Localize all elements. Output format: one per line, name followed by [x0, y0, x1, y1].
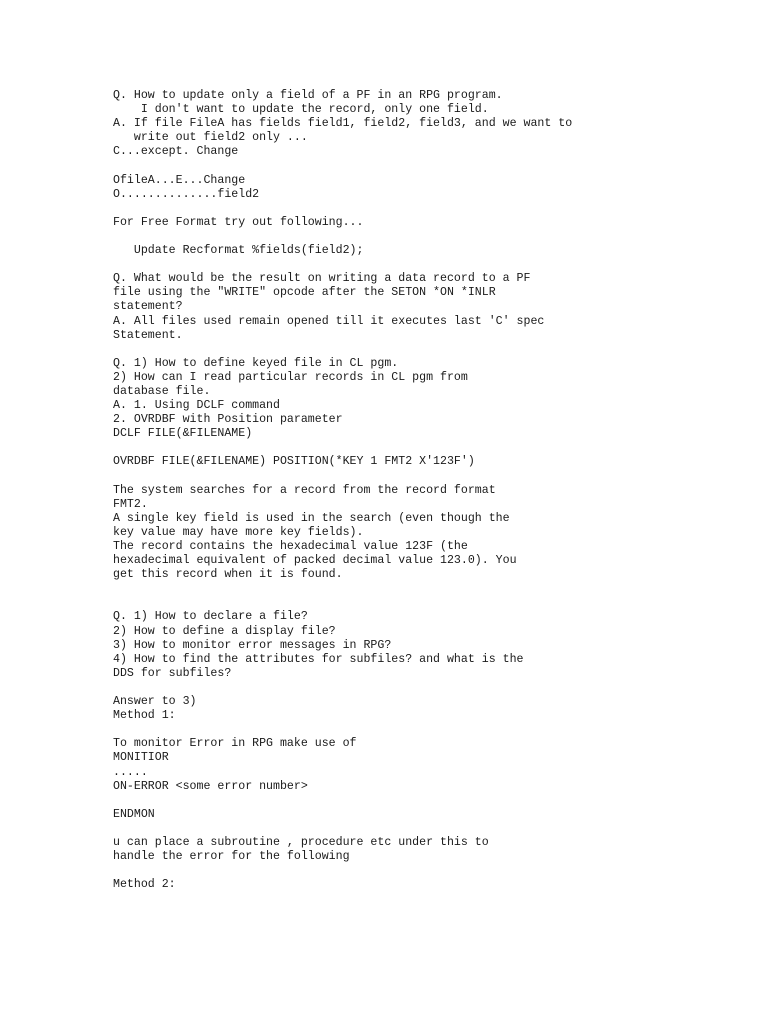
document-line — [113, 258, 753, 272]
document-line: key value may have more key fields). — [113, 525, 364, 539]
document-line: O..............field2 — [113, 187, 260, 201]
document-line: A. If file FileA has fields field1, field2, field3, and we want to — [113, 117, 573, 131]
document-line: A single key field is used in the search (even though the — [113, 511, 510, 525]
document-line: Answer to 3) — [113, 695, 197, 709]
document-line: ENDMON — [113, 807, 155, 821]
document-line — [113, 822, 753, 836]
document-body — [113, 89, 753, 892]
document-line: database file. — [113, 384, 211, 398]
document-line — [113, 202, 753, 216]
document-line — [113, 864, 753, 878]
document-line — [113, 723, 753, 737]
document-line: write out field2 only ... — [113, 131, 308, 145]
document-line: The system searches for a record from the record format — [113, 483, 496, 497]
document-line — [113, 582, 753, 596]
document-line: file using the "WRITE" opcode after the SETON *ON *INLR — [113, 286, 496, 300]
document-line: get this record when it is found. — [113, 568, 343, 582]
document-line: 2) How can I read particular records in CL pgm from — [113, 370, 468, 384]
document-line: OfileA...E...Change — [113, 173, 246, 187]
document-line — [113, 681, 753, 695]
document-line — [113, 596, 753, 610]
document-line: Method 2: — [113, 878, 176, 892]
document-line: Update Recformat %fields(field2); — [113, 244, 364, 258]
document-line: MONITIOR — [113, 751, 169, 765]
document-line: For Free Format try out following... — [113, 215, 364, 229]
document-line: A. All files used remain opened till it executes last 'C' spec — [113, 314, 545, 328]
document-line: Q. What would be the result on writing a data record to a PF — [113, 272, 531, 286]
document-line — [113, 470, 753, 484]
document-line: ..... — [113, 765, 148, 779]
document-line: 4) How to find the attributes for subfiles? and what is the — [113, 652, 524, 666]
document-line — [113, 343, 753, 357]
document-line: To monitor Error in RPG make use of — [113, 737, 357, 751]
document-line — [113, 794, 753, 808]
document-line — [113, 441, 753, 455]
document-line: DCLF FILE(&FILENAME) — [113, 427, 253, 441]
document-line: u can place a subroutine , procedure etc under this to — [113, 835, 489, 849]
document-line: DDS for subfiles? — [113, 666, 232, 680]
document-line: Statement. — [113, 328, 183, 342]
document-line: Q. 1) How to define keyed file in CL pgm. — [113, 356, 399, 370]
document-line: 3) How to monitor error messages in RPG? — [113, 638, 392, 652]
document-line — [113, 230, 753, 244]
document-line: The record contains the hexadecimal value 123F (the — [113, 540, 468, 553]
document-line: Q. How to update only a field of a PF in an RPG program. — [113, 89, 503, 102]
document-line: A. 1. Using DCLF command — [113, 399, 280, 413]
document-line: I don't want to update the record, only one field. — [113, 103, 489, 117]
document-line: Method 1: — [113, 709, 176, 723]
document-line: FMT2. — [113, 497, 148, 511]
document-line — [113, 159, 753, 173]
document-line: statement? — [113, 300, 183, 314]
document-line: OVRDBF FILE(&FILENAME) POSITION(*KEY 1 FMT2 X'123F') — [113, 455, 475, 469]
document-line: ON-ERROR <some error number> — [113, 779, 308, 793]
document-line: 2. OVRDBF with Position parameter — [113, 413, 343, 427]
document-line: C...except. Change — [113, 145, 239, 159]
document-line: handle the error for the following — [113, 850, 350, 864]
document-line: Q. 1) How to declare a file? — [113, 610, 308, 624]
document-line: hexadecimal equivalent of packed decimal value 123.0). You — [113, 554, 517, 568]
document-line: 2) How to define a display file? — [113, 624, 336, 638]
